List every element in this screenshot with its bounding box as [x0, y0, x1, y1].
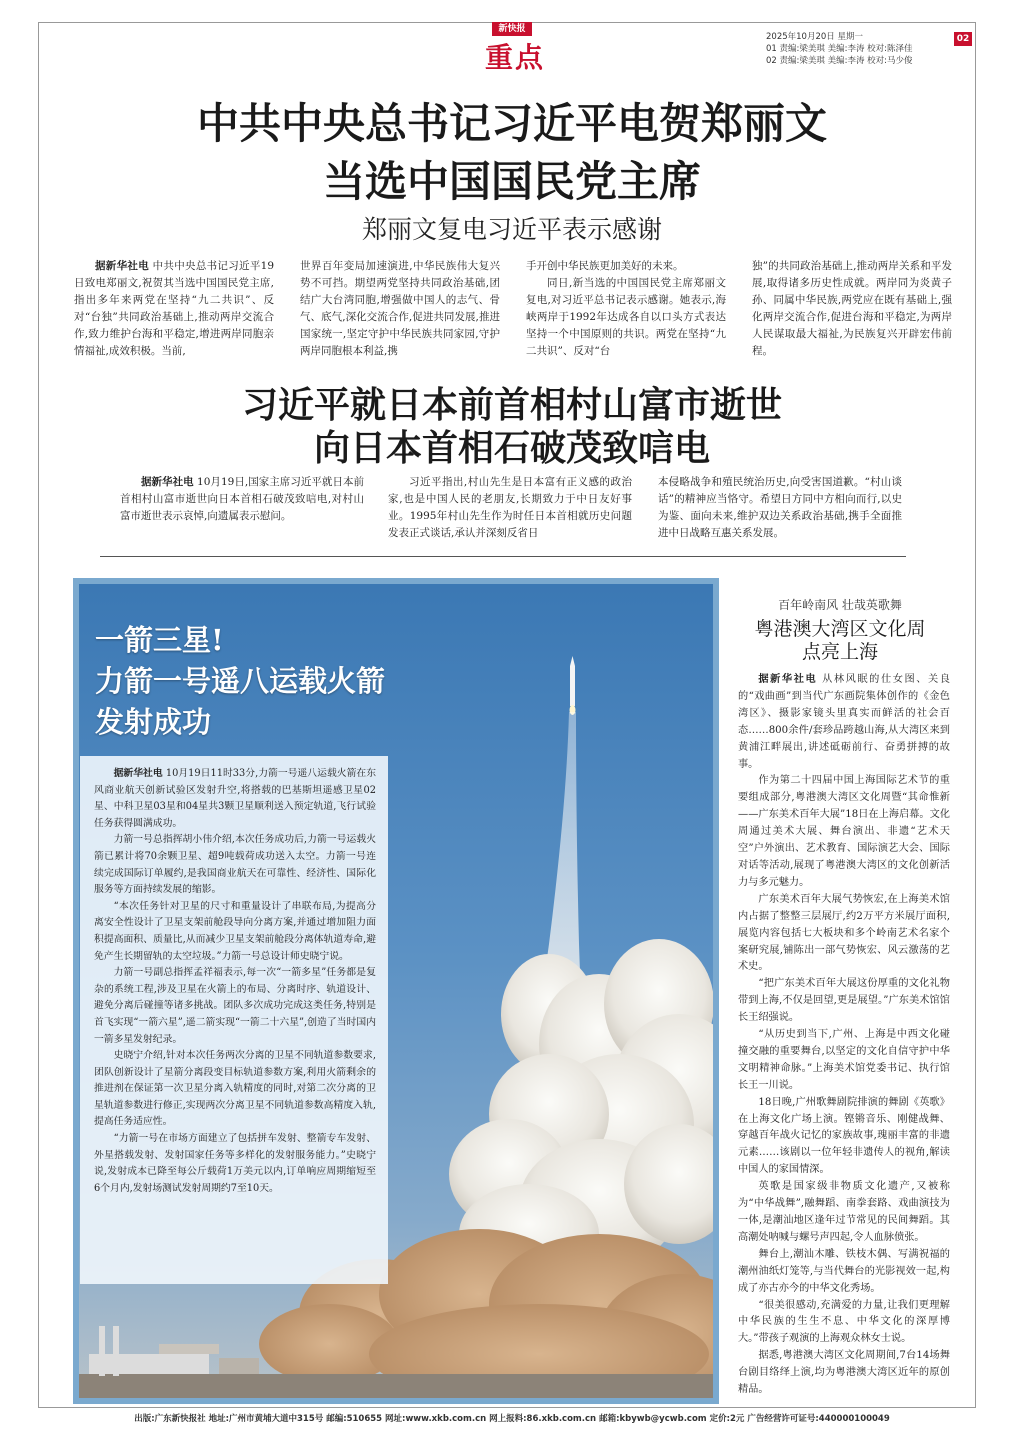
- credits-02: 02 责编:梁美琪 美编:李涛 校对:马少俊: [766, 56, 913, 66]
- article4-p10: 据悉,粤港澳大湾区文化周期间,7台14场舞台剧目络绎上演,均为粤港澳大湾区近年的原创精品。: [738, 1350, 950, 1396]
- article4-kicker: 百年岭南风 壮哉英歌舞: [778, 598, 902, 612]
- launch-site-structures: [89, 1326, 259, 1376]
- article3-textbox: [80, 756, 388, 1284]
- article2-column-2: [388, 474, 632, 544]
- article1-column-2: [300, 258, 500, 362]
- rocket-nose: [570, 656, 575, 666]
- article1-column-4: [752, 258, 952, 362]
- article2-col2-text: 习近平指出,村山先生是日本富有正义感的政治家,也是中国人民的老朋友,长期致力于中日友好事业。1995年村山先生作为时任日本首相就历史问题发表正式谈话,承认并深刻反省日: [388, 476, 632, 539]
- article3-p4: 力箭一号副总指挥孟祥福表示,每一次“一箭多星”任务都是复杂的系统工程,涉及卫星在火箭上的布局、分离时序、轨道设计、避免分离后碰撞等诸多挑战。团队多次成功完成这类任务,特别是首飞实现“一箭六星”,遥二箭实现“一箭二十六星”,创造了当时国内一箭多星发射纪录。: [94, 967, 376, 1045]
- header-meta: [766, 31, 966, 67]
- article3-title-line1: 一箭三星!: [95, 623, 224, 657]
- article1-column-1: [74, 258, 274, 362]
- article3-p1: 10月19日11时33分,力箭一号遥八运载火箭在东风商业航天创新试验区发射升空,将搭载的巴基斯坦遥感卫星02星、中科卫星03星和04星共3颗卫星顺利送入预定轨道,飞行试验任务获得圆满成功。: [94, 768, 376, 829]
- article1-col3-text-1: 手开创中华民族更加美好的未来。: [526, 260, 684, 272]
- article2-headline-line2: 向日本首相石破茂致唁电: [313, 427, 710, 469]
- article3-p2: 力箭一号总指挥胡小伟介绍,本次任务成功后,力箭一号运载火箭已累计将70余颗卫星、超9吨载荷成功送入太空。力箭一号连续完成国际订单履约,是我国商业航天在可靠性、经济性、国际化服务等方面持续发展的缩影。: [94, 834, 376, 896]
- article1-col4-text: 独”的共同政治基础上,推动两岸关系和平发展,取得诸多历史性成就。两岸同为炎黄子孙、同属中华民族,两党应在既有基础上,强化两岸交流合作,促进台海和平稳定,为两岸人民谋取最大福祉,为民族复兴开辟宏伟前程。: [752, 260, 952, 357]
- article4-p7: 英歌是国家级非物质文化遗产,又被称为“中华战舞”,融舞蹈、南拳套路、戏曲演技为一体,是潮汕地区逢年过节常见的民间舞蹈。其高潮处呐喊与螺号声四起,令人血脉偾张。: [738, 1181, 950, 1243]
- article2-headline-line1: 习近平就日本前首相村山富市逝世: [241, 384, 782, 426]
- article2-col3-text: 本侵略战争和殖民统治历史,向受害国道歉。“村山谈话”的精神应当恪守。希望日方同中方相向而行,以史为鉴、面向未来,维护双边关系政治基础,携手全面推进中日战略互惠关系发展。: [658, 476, 902, 539]
- section-title: 重点: [484, 41, 545, 74]
- article3-body: [94, 766, 376, 1197]
- article3-p3: “本次任务针对卫星的尺寸和重量设计了串联布局,为提高分离安全性设计了卫星支架前舱段导向分离方案,并通过增加阻力面积提高面积、质量比,从而减少卫星支架前舱段分离体轨道寿命,避免产生长期留轨的太空垃圾。”力箭一号总设计师史晓宁说。: [94, 900, 376, 962]
- article4-p8: 舞台上,潮汕木雕、铁枝木偶、写满祝福的潮州油纸灯笼等,与当代舞台的光影视效一起,构成了亦古亦今的中华文化秀场。: [738, 1248, 950, 1294]
- article3-p6: “力箭一号在市场方面建立了包括拼车发射、整箭专车发射、外星搭载发射、发射国家任务等多样化的发射服务能力。”史晓宁说,发射成本已降至每公斤载荷1万美元以内,订单响应周期缩短至6个月内,发射场测试发射周期约7至10天。: [94, 1133, 376, 1194]
- credits-01: 01 责编:梁美琪 美编:李涛 校对:陈泽佳: [766, 44, 913, 54]
- article3-title-line2: 力箭一号遥八运载火箭: [95, 664, 386, 698]
- footer-imprint: 出版:广东新快报社 地址:广州市黄埔大道中315号 邮编:510655 网址:www.xkb.com.cn 网上报料:86.xkb.com.cn 邮箱:kbywb@ycwb.com 定价:2元 广告经营许可证号:440000100049: [134, 1414, 890, 1424]
- article1-col1-text: 中共中央总书记习近平19日致电郑丽文,祝贺其当选中国国民党主席,指出多年来两党在坚持“九二共识”、反对“台独”共同政治基础上,推动两岸交流合作,致力维护台海和平稳定,增进两岸同胞亲情福祉,成效积极。当前,: [74, 260, 274, 357]
- article2-column-1: [120, 474, 364, 544]
- article2-dateline: 据新华社电: [141, 476, 194, 488]
- article1-headline-line2: 当选中国国民党主席: [322, 157, 701, 206]
- article1-dateline: 据新华社电: [95, 260, 149, 272]
- article3-p5: 史晓宁介绍,针对本次任务两次分离的卫星不同轨道参数要求,团队创新设计了星箭分离段变目标轨道参数方案,利用火箭剩余的推进剂在保证第一次卫星分离入轨精度的同时,对第二次分离的卫星轨道参数进行修正,实现两次分离卫星不同轨道参数高精度入轨,提高任务适应性。: [94, 1050, 376, 1128]
- article1-headline-line1: 中共中央总书记习近平电贺郑丽文: [196, 99, 827, 148]
- article1-col2-text: 世界百年变局加速演进,中华民族伟大复兴势不可挡。期望两党坚持共同政治基础,团结广大台湾同胞,增强做中国人的志气、骨气、底气,深化交流合作,促进共同发展,推进国家统一,坚定守护中华民族共同家园,守护两岸同胞根本利益,携: [300, 260, 500, 357]
- rocket-body: [570, 666, 575, 706]
- article4-dateline: 据新华社电: [758, 674, 818, 685]
- article4-p6: 18日晚,广州歌舞剧院排演的舞剧《英歌》在上海文化广场上演。铿锵音乐、刚健战舞、穿越百年战火记忆的家族故事,瑰丽丰富的非遗元素……该剧以一位年轻非遗传人的视角,解读中国人的家国情深。: [738, 1096, 950, 1176]
- article1-subheadline: 郑丽文复电习近平表示感谢: [361, 215, 662, 244]
- issue-date: 2025年10月20日 星期一: [766, 32, 863, 42]
- article4-p1: 从林风眠的仕女图、关良的“戏曲画”到当代广东画院集体创作的《金色湾区》、摄影家镜头里真实而鲜活的社会百态……800余件/套珍品跨越山海,从大湾区来到黄浦江畔展出,讲述砥砺前行、奋勇拼搏的故事。: [738, 674, 950, 770]
- article2-col1-text: 10月19日,国家主席习近平就日本前首相村山富市逝世向日本首相石破茂致唁电,对村山富市逝世表示哀悼,向遗属表示慰问。: [120, 476, 364, 522]
- section-divider: [100, 556, 906, 557]
- article3-dateline: 据新华社电: [113, 768, 163, 779]
- article3-title: [95, 620, 495, 743]
- article4-headline-line2: 点亮上海: [801, 641, 878, 663]
- article4-p4: “把广东美术百年大展这份厚重的文化礼物带到上海,不仅是回望,更是展望。”广东美术馆馆长王绍强说。: [738, 978, 950, 1024]
- article4-headline-line1: 粤港澳大湾区文化周: [754, 618, 926, 640]
- masthead-badge: 新快报: [492, 22, 532, 36]
- article2-column-3: [658, 474, 902, 544]
- article1-col3-text-2: 同日,新当选的中国国民党主席郑丽文复电,对习近平总书记表示感谢。她表示,海峡两岸于1992年达成各自以口头方式表达坚持一个中国原则的共识。两党在坚持“九二共识”、反对“台: [526, 277, 726, 357]
- article1-column-3: [526, 258, 726, 362]
- article4-p5: “从历史到当下,广州、上海是中西文化碰撞交融的重要舞台,以坚定的文化自信守护中华文明精神命脉。”上海美术馆党委书记、执行馆长王一川说。: [738, 1029, 950, 1091]
- article4-p2: 作为第二十四届中国上海国际艺术节的重要组成部分,粤港澳大湾区文化周暨“其命惟新——广东美术百年大展”18日在上海启幕。文化周通过美术大展、舞台演出、非遗“艺术天空”户外演出、艺术教育、国际演艺大会、国际对话等活动,展现了粤港澳大湾区的文化创新活力与多元魅力。: [738, 775, 950, 888]
- article3-title-line3: 发射成功: [95, 705, 212, 739]
- article4-p3: 广东美术百年大展气势恢宏,在上海美术馆内占据了整整三层展厅,约2万平方米展厅面积,展览内容包括七大板块和多个岭南艺术名家个案研究展,铺陈出一部气势恢宏、风云激荡的艺术史。: [738, 893, 950, 973]
- page-number: 02: [954, 32, 972, 46]
- article4-body: [738, 672, 950, 1404]
- article4-p9: “很美很感动,充满爱的力量,让我们更理解中华民族的生生不息、中华文化的深厚博大。”带孩子观演的上海观众林女士说。: [738, 1299, 950, 1345]
- ground: [79, 1374, 713, 1398]
